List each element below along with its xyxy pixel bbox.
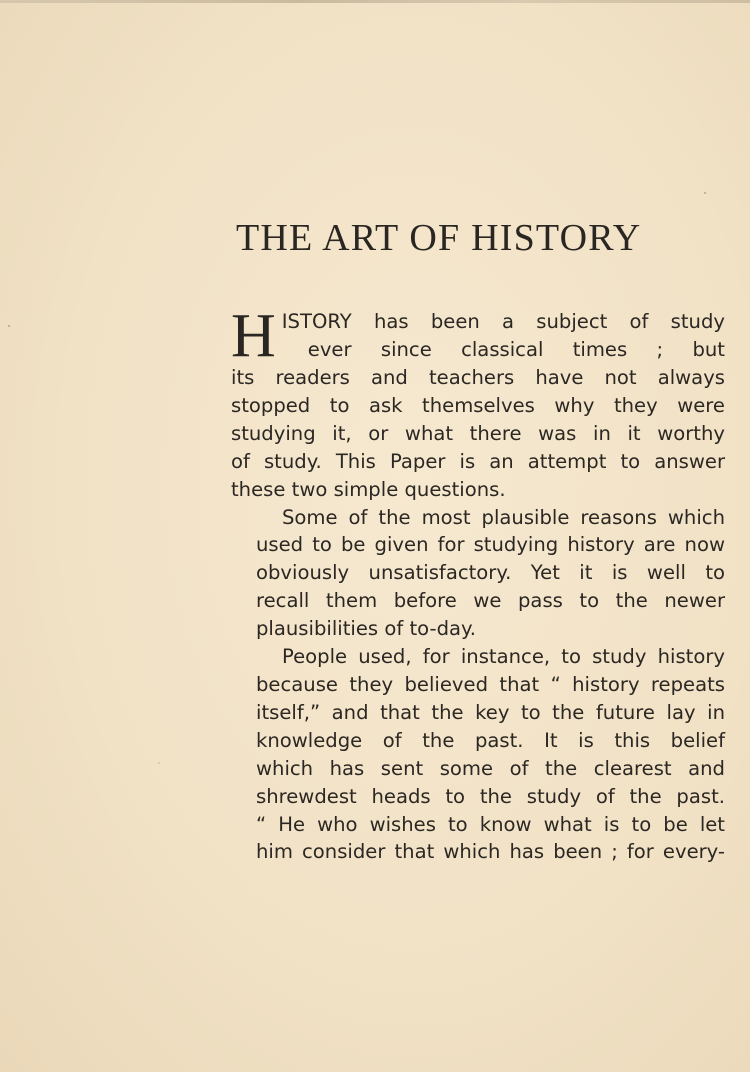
text-line: its readers and teachers have not always — [231, 366, 725, 389]
text-line: him consider that which has been ; for every- — [256, 840, 725, 864]
text-line: People used, for instance, to study history — [282, 645, 725, 669]
text-line: plausibilities of to-day. — [256, 617, 477, 641]
text-line: recall them before we pass to the newer — [256, 589, 725, 613]
text-line: “ He who wishes to know what is to be let — [256, 812, 725, 836]
dropcap-block — [231, 302, 725, 370]
text-line: knowledge of the past. It is this belief — [256, 728, 725, 752]
text-line: used to be given for studying history are now — [256, 533, 725, 557]
text-line: obviously unsatisfactory. Yet it is well to — [256, 561, 725, 585]
text-line: Some of the most plausible reasons which — [282, 505, 725, 529]
text-line: studying it, or what there was in it worthy — [231, 421, 725, 445]
text-line: of study. This Paper is an attempt to answer — [231, 449, 725, 473]
text-line: stopped to ask themselves why they were — [231, 393, 725, 417]
text-line: ISTORY has been a subject of study — [281, 310, 725, 333]
paragraph-3 — [231, 643, 725, 866]
text-line: ever since classical times ; but — [307, 337, 725, 361]
paragraph-2 — [231, 504, 725, 644]
text-line: shrewdest heads to the study of the past. — [256, 784, 725, 808]
chapter-title: THE ART OF HISTORY — [236, 217, 642, 259]
text-line: these two simple questions. — [231, 477, 506, 501]
body-text — [231, 302, 725, 866]
page-top-edge — [0, 0, 750, 3]
text-line: which has sent some of the clearest and — [256, 756, 725, 780]
text-line: itself,” and that the key to the future lay in — [256, 700, 725, 724]
paper-speck — [704, 192, 706, 194]
text-line: because they believed that “ history repeats — [256, 672, 725, 696]
paper-speck — [8, 325, 10, 327]
drop-cap-letter: H — [231, 302, 276, 370]
paper-speck — [158, 762, 160, 764]
paragraph-1 — [231, 302, 725, 504]
